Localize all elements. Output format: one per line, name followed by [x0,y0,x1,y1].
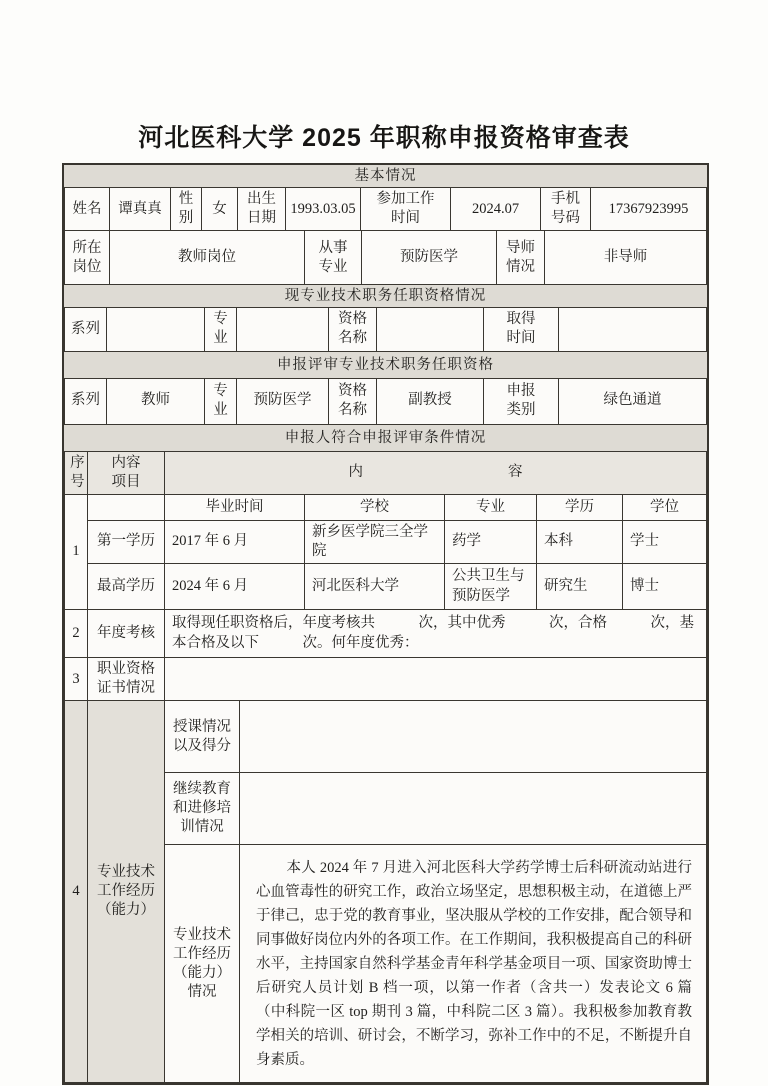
first-degree-major: 药学 [445,520,537,563]
education-label-spacer [88,494,165,520]
first-degree-time: 2017 年 6 月 [165,520,305,563]
experience-label: 专业技术工作经历（能力） [88,701,165,1083]
first-degree-school: 新乡医学院三全学院 [305,520,445,563]
work-experience-paragraph: 本人 2024 年 7 月进入河北医科大学药学博士后科研流动站进行心血管毒性的研究工作，政治立场坚定，思想积极主动，在道德上严于律己，忠于党的教育事业，坚决服从学校的工作安排，配合领导和同事做好岗位内外的各项工作。在工作期间，我积极提高自己的科研水平，主持国家自然科学基金青年科学基金项目一项、国家资助博士后研究人员计划 B 档一项，以第一作者（含共一）发表论文 6 篇（中科院一区 top 期刊 3 篇，中科院二区 3 篇）。我积极参加教育教学相关的培训、研讨会，不断学习，弥补工作中的不足，不断提升自身素质。 [256,860,692,1069]
content-item-header: 内容项目 [88,451,165,494]
content-header: 内 容 [165,451,707,494]
annual-assessment-label: 年度考核 [88,610,165,658]
experience-seq-no: 4 [65,701,88,1083]
basic-info-row-1 [64,187,707,231]
apply-qual-name-label: 资格名称 [329,378,377,424]
gender-label: 性别 [171,188,202,231]
highest-degree-school: 河北医科大学 [305,564,445,610]
annual-and-cert-table [64,609,707,701]
edu-header-school: 学校 [305,494,445,520]
mentor-value: 非导师 [545,231,707,285]
edu-header-degree: 学位 [623,494,707,520]
first-degree-label: 第一学历 [88,520,165,563]
position-value: 教师岗位 [110,231,305,285]
current-qual-name-value [377,308,484,351]
birth-date-value: 1993.03.05 [286,188,361,231]
edu-header-level: 学历 [537,494,623,520]
current-qual-name-label: 资格名称 [329,308,377,351]
education-table [64,494,707,610]
current-series-value [107,308,205,351]
teaching-score-content [240,701,707,773]
annual-seq-no: 2 [65,610,88,658]
position-label: 所在岗位 [65,231,110,285]
section-header-basic-info: 基本情况 [64,165,707,188]
work-start-value: 2024.07 [451,188,541,231]
section-header-apply-qualification: 申报评审专业技术职务任职资格 [64,352,707,379]
name-value: 谭真真 [110,188,171,231]
form-table [62,163,709,1085]
highest-degree-degree: 博士 [623,564,707,610]
edu-header-grad-time: 毕业时间 [165,494,305,520]
basic-info-row-2 [64,230,707,285]
apply-qualification-row [64,378,707,425]
continuing-education-content [240,773,707,845]
work-experience-label: 专业技术工作经历（能力）情况 [165,845,240,1083]
apply-category-label: 申报类别 [484,378,559,424]
highest-degree-major: 公共卫生与预防医学 [445,564,537,610]
cert-label: 职业资格证书情况 [88,658,165,701]
profession-label: 从事专业 [305,231,362,285]
apply-qual-name-value: 副教授 [377,378,484,424]
first-degree-level: 本科 [537,520,623,563]
teaching-score-label: 授课情况以及得分 [165,701,240,773]
current-series-label: 系列 [65,308,107,351]
apply-series-label: 系列 [65,378,107,424]
name-label: 姓名 [65,188,110,231]
phone-value: 17367923995 [591,188,707,231]
apply-major-label: 专业 [205,378,237,424]
highest-degree-level: 研究生 [537,564,623,610]
phone-label: 手机号码 [541,188,591,231]
current-major-value [237,308,329,351]
page-title: 河北医科大学 2025 年职称申报资格审查表 [138,124,630,152]
cert-content [165,658,707,701]
work-start-label: 参加工作时间 [361,188,451,231]
current-obtain-time-value [559,308,707,351]
section-header-current-qualification: 现专业技术职务任职资格情况 [64,285,707,308]
birth-date-label: 出生日期 [238,188,286,231]
highest-degree-time: 2024 年 6 月 [165,564,305,610]
seq-no-header: 序号 [65,451,88,494]
cert-seq-no: 3 [65,658,88,701]
education-seq-no: 1 [65,494,88,609]
section-header-conditions: 申报人符合申报评审条件情况 [64,425,707,452]
current-obtain-time-label: 取得时间 [484,308,559,351]
apply-category-value: 绿色通道 [559,378,707,424]
edu-header-major: 专业 [445,494,537,520]
continuing-education-label: 继续教育和进修培训情况 [165,773,240,845]
conditions-header-row [64,451,707,495]
first-degree-degree: 学士 [623,520,707,563]
experience-table [64,700,707,1083]
work-experience-content [240,845,707,1083]
apply-major-value: 预防医学 [237,378,329,424]
current-major-label: 专业 [205,308,237,351]
highest-degree-label: 最高学历 [88,564,165,610]
apply-series-value: 教师 [107,378,205,424]
profession-value: 预防医学 [362,231,497,285]
annual-assessment-content: 取得现任职资格后，年度考核共 次，其中优秀 次，合格 次，基本合格及以下 次。何年度优秀： [165,610,707,658]
mentor-label: 导师情况 [497,231,545,285]
current-qualification-row [64,307,707,351]
gender-value: 女 [202,188,238,231]
